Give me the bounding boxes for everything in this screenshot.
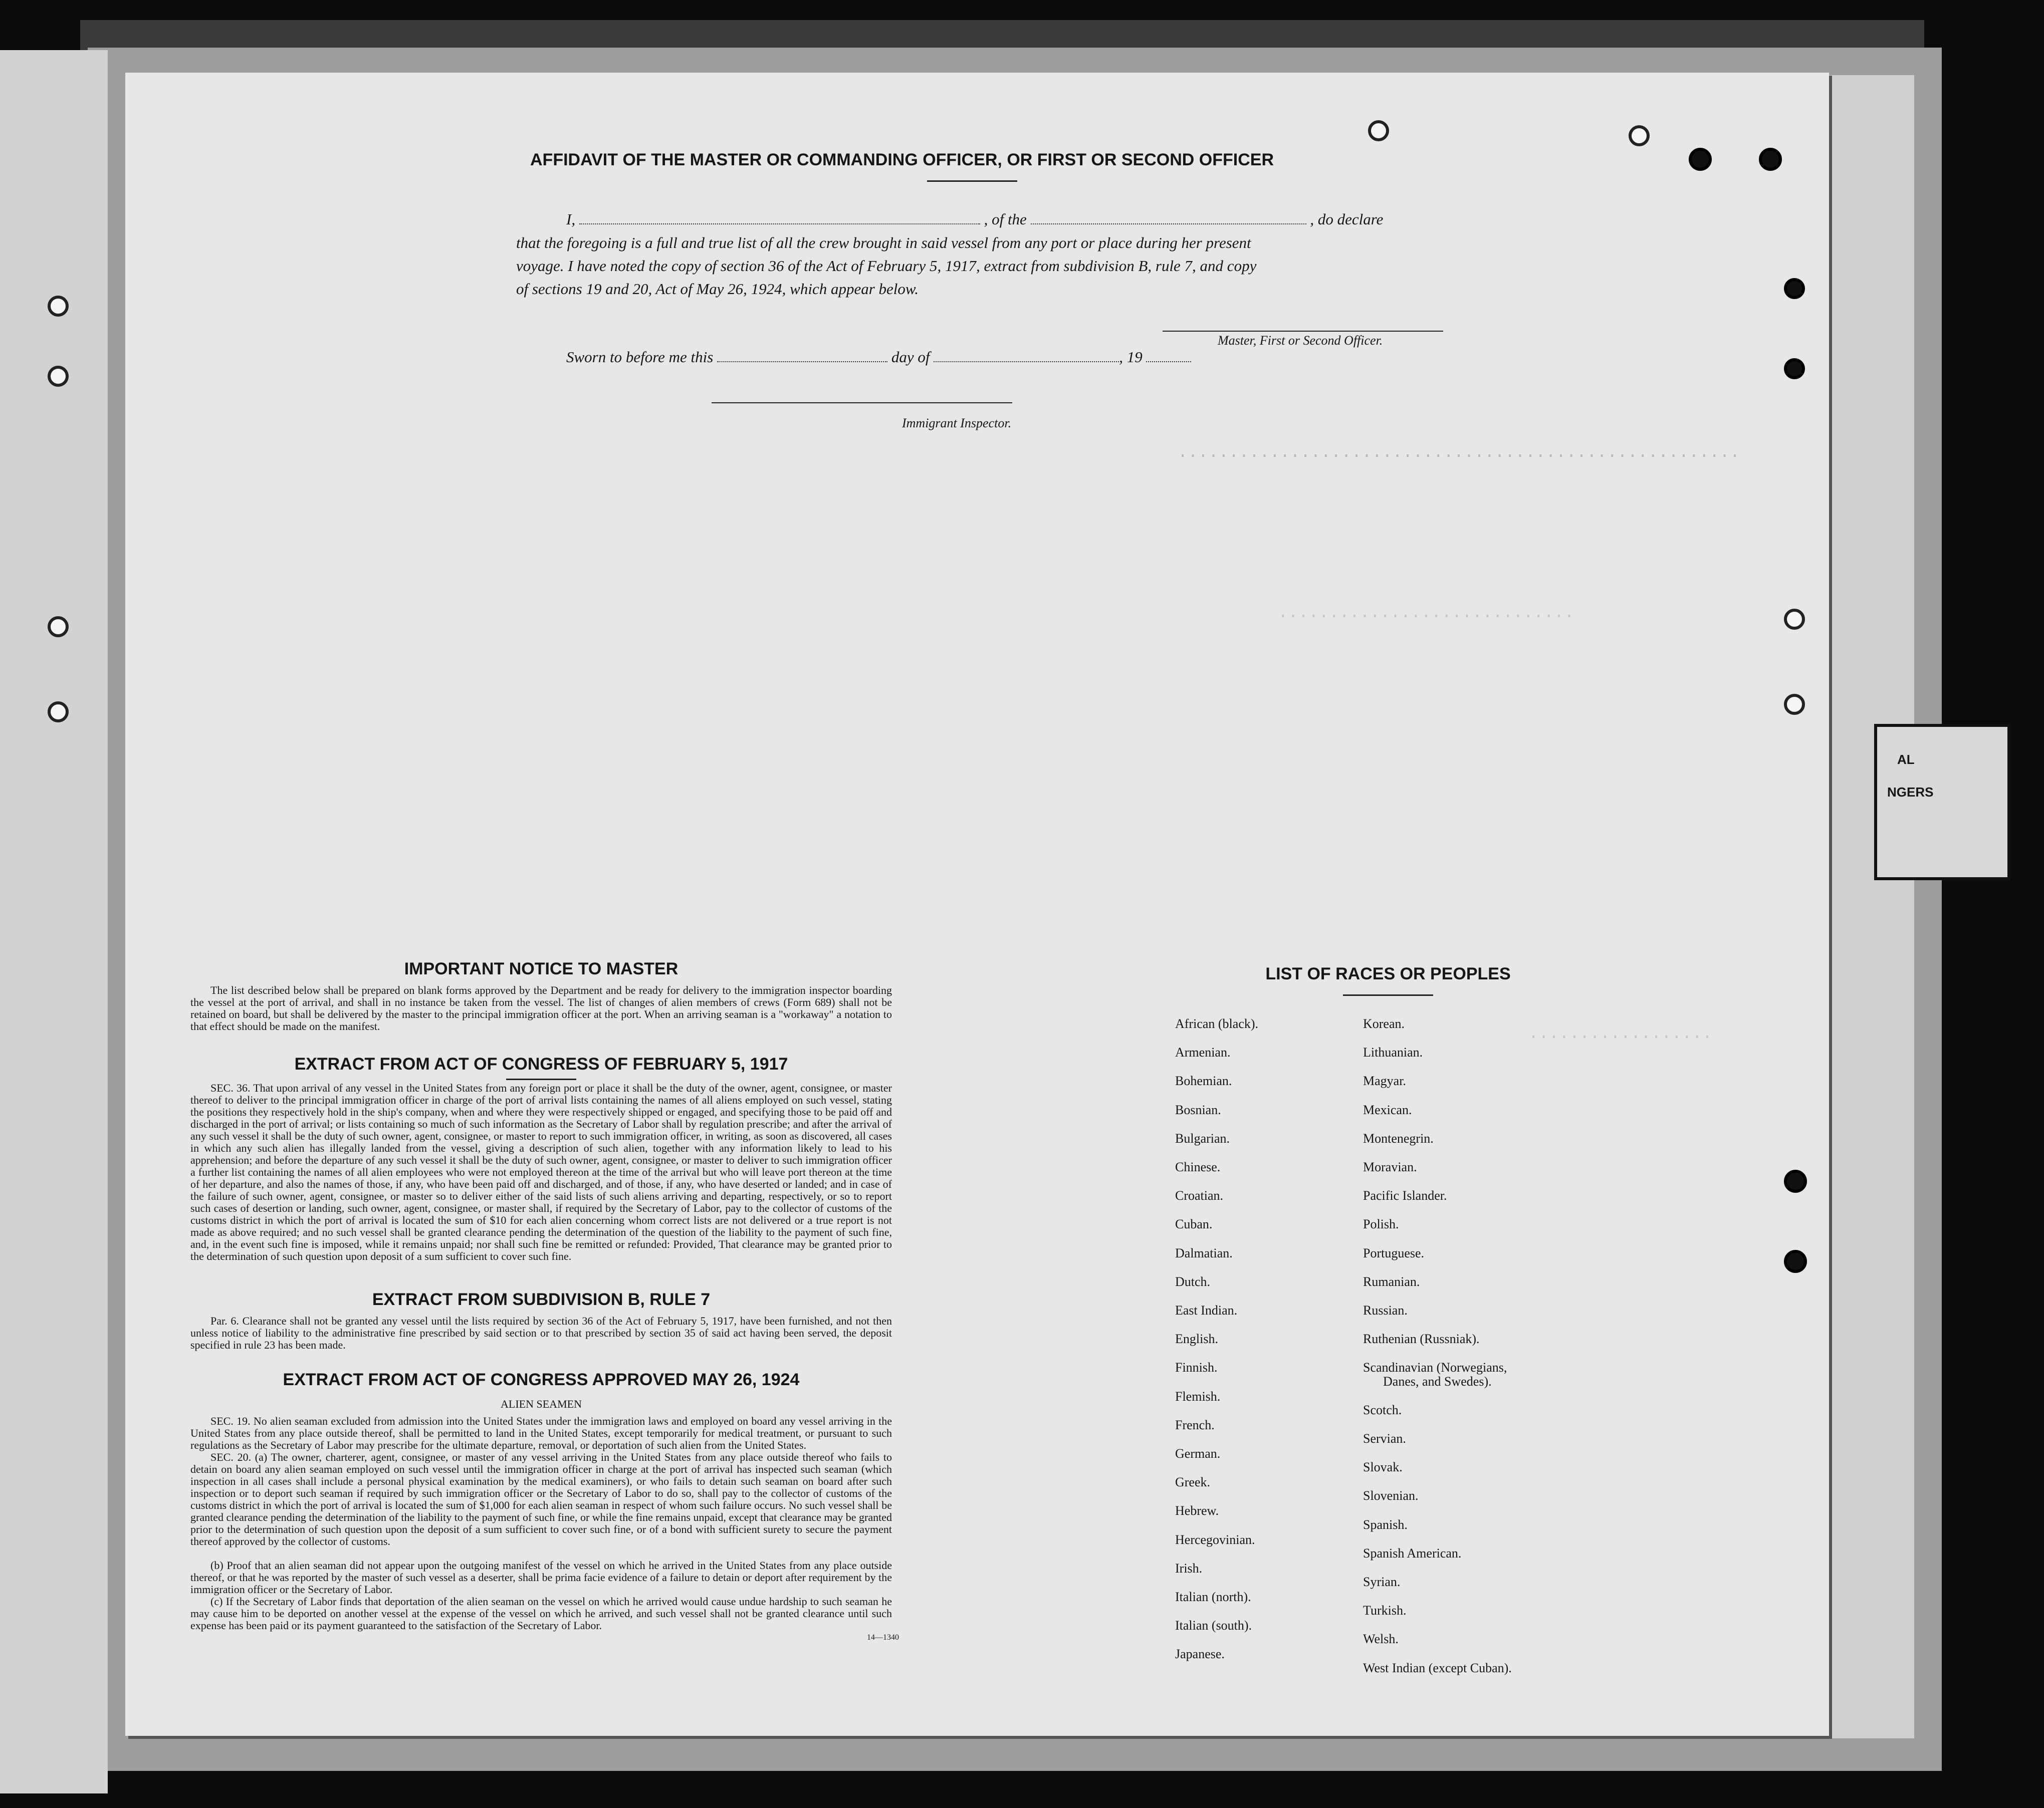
race-item-left: Hebrew. [1175,1503,1219,1518]
punch-hole-icon [48,296,69,317]
extract-rule7-body: Par. 6. Clearance shall not be granted any vessel until the lists required by section 36 of the Act of February 5, 1917, have been furnished, and not then unless notice of liability to the administrative fine prescribed by said section or to that prescribed by section 35 of said act having been served, the deposit specified in rule 23 has been made. [190,1315,892,1351]
race-item-right: Scotch. [1363,1402,1402,1417]
race-item-right: Slovak. [1363,1460,1403,1475]
race-item-right: Moravian. [1363,1160,1417,1175]
declaration-line-3: voyage. I have noted the copy of section 36 of the Act of February 5, 1917, extract from subdivision B, rule 7, and copy [516,257,1257,275]
punch-hole-icon [1784,609,1805,630]
stamp-text-2: NGERS [1887,785,1934,800]
punch-hole-icon [1784,1250,1807,1273]
form-number: 14—1340 [867,1633,899,1642]
declaration-line-2: that the foregoing is a full and true list of all the crew brought in said vessel from any port or place during her present [516,234,1251,251]
race-item-left: East Indian. [1175,1303,1238,1318]
race-item-right: Russian. [1363,1303,1408,1318]
race-item-left: Chinese. [1175,1160,1221,1175]
declaration-line-4: of sections 19 and 20, Act of May 26, 1924, which appear below. [516,280,919,298]
inspector-caption: Immigrant Inspector. [902,416,1012,430]
race-item-left: Cuban. [1175,1217,1213,1232]
race-item-right: Slovenian. [1363,1488,1419,1503]
race-item-left: Bosnian. [1175,1102,1221,1117]
race-item-right: Polish. [1363,1217,1399,1232]
notice-body: The list described below shall be prepared on blank forms approved by the Department and be ready for delivery to the immigration inspector boarding the vessel at the port of arrival, and shall in no instance be taken from the vessel. The list of changes of alien members of crews (Form 689) shall not be retained on board, but shall be delivered by the master to the principal immigration officer at the port. When an arriving seaman is a "workaway" a notation to that effect should be made on the manifest. [190,984,892,1032]
race-item-right: Portuguese. [1363,1245,1425,1260]
sworn-year-field[interactable] [1146,348,1191,362]
year-label: , 19 [1119,348,1143,366]
race-item-left: Dutch. [1175,1274,1211,1289]
sec19-body: SEC. 19. No alien seaman excluded from admission into the United States under the immigration laws and employed on board any vessel arriving in the United States from any place outside thereof, shall be permitted to land in the United States, except temporarily for medical treatment, or pursuant to such regulations as the Secretary of Labor may prescribe for the ultimate departure, removal, or deportation of such alien from the United States. [190,1415,892,1451]
punch-hole-icon [1784,278,1805,299]
race-item-right: Lithuanian. [1363,1045,1423,1060]
races-left-column [1175,1009,1258,1669]
race-item-right: Mexican. [1363,1102,1412,1117]
race-item-right: Spanish. [1363,1517,1408,1532]
alien-seamen-subtitle: ALIEN SEAMEN [501,1398,582,1410]
affidavit-title: AFFIDAVIT OF THE MASTER OR COMMANDING OFFICER, OR FIRST OR SECOND OFFICER [530,150,1274,169]
race-item-right: Korean. [1363,1016,1405,1031]
notice-title: IMPORTANT NOTICE TO MASTER [404,959,678,978]
punch-hole-icon [48,701,69,722]
sworn-month-field[interactable] [934,348,1119,362]
race-item-left: Irish. [1175,1561,1203,1576]
stamp-fragment [1874,724,2010,880]
extract-1917-body: SEC. 36. That upon arrival of any vessel in the United States from any foreign port or place it shall be the duty of the owner, agent, consignee, or master thereof to deliver to the principal immigration officer in charge of the port of arrival lists containing the names of all aliens employed on such vessel, stating the positions they respectively hold in the ship's company, when and where they were respectively shipped or engaged, and specifying those to be paid off and discharged in the port of arrival; or lists containing so much of such information as the Secretary of Labor shall by regulation prescribe; and after the arrival of any such vessel it shall be the duty of such owner, agent, consignee, or master to report to such immigration officer, in writing, as soon as discovered, all cases in which any such alien has illegally landed from the vessel, giving a description of such alien, together with any information likely to lead to his apprehension; and before the departure of any such vessel it shall be the duty of such owner, agent, consignee, or master to deliver to such immigration officer a further list containing the names of all alien employees who were not employed thereon at the time of the arrival but who will leave port thereon at the time of her departure, and also the names of those, if any, who have been paid off and discharged, and of those, if any, who have deserted or landed; and in case of the failure of such owner, agent, consignee, or master so to deliver either of the said lists of such aliens arriving and departing, respectively, or so to report such cases of desertion or landing, such owner, agent, consignee, or master shall, if required by the Secretary of Labor, pay to the collector of customs of the customs district in which the port of arrival is located the sum of $10 for each alien concerning whom correct lists are not delivered or a true report is not made as above required; and no such vessel shall be granted clearance pending the determination of the question of the liability to the payment of such fine, and, in the event such fine is imposed, while it remains unpaid; nor shall such fine be remitted or refunded: Provided, That clearance may be granted prior to the determination of such question upon deposit of a sum sufficient to cover such fine. [190,1082,892,1262]
race-item-right: Welsh. [1363,1632,1399,1647]
punch-hole-icon [1368,120,1389,141]
extract-rule7-title: EXTRACT FROM SUBDIVISION B, RULE 7 [372,1290,711,1309]
vessel-field[interactable] [1031,210,1306,224]
race-item-left: Armenian. [1175,1045,1231,1060]
bleed-through-text: .................. [1528,1024,1713,1044]
race-item-left: Dalmatian. [1175,1245,1233,1260]
race-item-left: Bohemian. [1175,1074,1232,1089]
punch-hole-icon [48,366,69,387]
race-item-right: Montenegrin. [1363,1131,1434,1146]
race-item-right: Ruthenian (Russniak). [1363,1332,1480,1347]
race-item-right: Danes, and Swedes). [1383,1374,1492,1389]
sworn-label: Sworn to before me this [566,348,714,366]
punch-hole-icon [1689,148,1712,171]
races-rule [1343,994,1433,996]
extract-1917-title: EXTRACT FROM ACT OF CONGRESS OF FEBRUARY 5, 1917 [294,1055,788,1074]
race-item-left: Finnish. [1175,1360,1218,1375]
name-field[interactable] [579,210,980,224]
race-item-right: Rumanian. [1363,1274,1420,1289]
race-item-left: Greek. [1175,1475,1211,1490]
section-rule [506,1079,576,1080]
race-item-left: Croatian. [1175,1188,1224,1203]
sworn-line [566,348,1191,366]
race-item-left: English. [1175,1332,1218,1347]
i-label: I, [566,210,576,228]
race-item-right: Scandinavian (Norwegians, [1363,1360,1507,1375]
declaration-line-1 [566,210,1383,228]
race-item-right: Turkish. [1363,1603,1407,1618]
title-rule [927,180,1017,182]
race-item-right: Magyar. [1363,1074,1406,1089]
race-item-left: German. [1175,1446,1221,1461]
extract-1924-title: EXTRACT FROM ACT OF CONGRESS APPROVED MAY 26, 1924 [283,1370,800,1389]
punch-hole-icon [48,616,69,637]
master-signature-line[interactable] [1163,331,1443,332]
sec20a-body: SEC. 20. (a) The owner, charterer, agent, consignee, or master of any vessel arriving in the United States from any place outside thereof who fails to detain on board any alien seaman employed on such vessel until the immigration officer in charge at the port of arrival has inspected such seaman (which inspection in all cases shall include a personal physical examination by the medical examiners), or who fails to detain such seaman on board after such inspection or to deport such seaman if required by such immigration officer or the Secretary of Labor to do so, shall pay to the collector of customs of the customs district in which the port of arrival is located the sum of $1,000 for each alien seaman in respect of whom such failure occurs. No such vessel shall be granted clearance pending the determination of the liability to the payment of such fine, or while the fine remains unpaid, except that clearance may be granted prior to the determination of such question upon the deposit of a sum sufficient to cover such fine, or of a bond with sufficient surety to secure the payment thereof approved by the collector of customs. [190,1451,892,1547]
form-page [125,73,1829,1736]
race-item-right: Syrian. [1363,1575,1401,1590]
race-item-left: Italian (north). [1175,1590,1251,1605]
punch-hole-icon [1784,694,1805,715]
inspector-signature-line[interactable] [712,402,1012,403]
races-title: LIST OF RACES OR PEOPLES [1265,964,1511,983]
race-item-right: Spanish American. [1363,1545,1462,1561]
race-item-left: Bulgarian. [1175,1131,1230,1146]
sec20b-body: (b) Proof that an alien seaman did not appear upon the outgoing manifest of the vessel on which he arrived in the United States from any place outside thereof, or that he was reported by the master of such vessel as a deserter, shall be prima facie evidence of a failure to detain or deport after requirement by the immigration officer or the Secretary of Labor. [190,1559,892,1596]
race-item-left: Hercegovinian. [1175,1532,1255,1547]
master-caption: Master, First or Second Officer. [1218,333,1383,348]
declare-label: , do declare [1310,210,1384,228]
of-the-label: , of the [984,210,1027,228]
punch-hole-icon [1759,148,1782,171]
race-item-right: West Indian (except Cuban). [1363,1660,1512,1675]
punch-hole-icon [1784,358,1805,379]
race-item-left: Japanese. [1175,1647,1225,1662]
bleed-through-text: ....................................................... [1178,443,1740,462]
punch-hole-icon [1784,1170,1807,1193]
race-item-left: Flemish. [1175,1389,1221,1404]
races-right-column [1363,1009,1512,1682]
punch-hole-icon [1629,125,1650,146]
bleed-through-text: ............................. [1278,604,1574,623]
sworn-day-field[interactable] [717,348,887,362]
sec20c-body: (c) If the Secretary of Labor finds that deportation of the alien seaman on the vessel on which he arrived would cause undue hardship to such seaman he may cause him to be deported on another vessel at the expense of the vessel on which he arrived, and such vessel shall not be granted clearance until such expense has been paid or its payment guaranteed to the satisfaction of the Secretary of Labor. [190,1595,892,1632]
day-of-label: day of [891,348,930,366]
race-item-left: French. [1175,1417,1215,1432]
race-item-right: Servian. [1363,1431,1406,1446]
race-item-left: Italian (south). [1175,1618,1252,1633]
race-item-right: Pacific Islander. [1363,1188,1447,1203]
race-item-left: African (black). [1175,1016,1259,1031]
stamp-text-1: AL [1897,752,1915,767]
left-page-edge [0,50,108,1793]
